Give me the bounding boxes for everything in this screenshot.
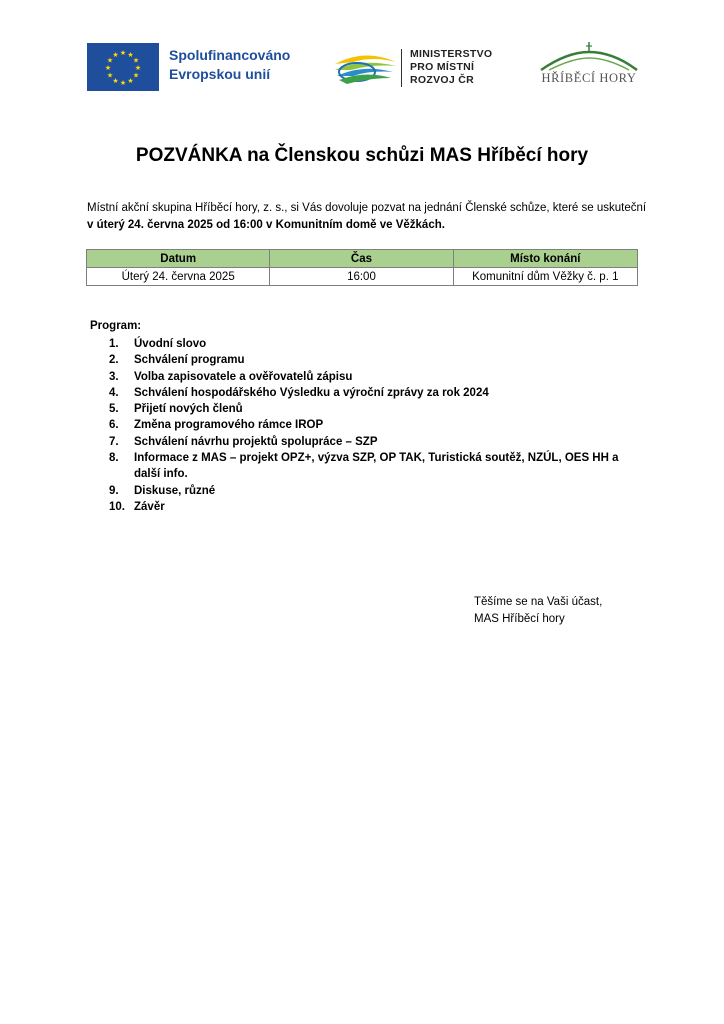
svg-text:★: ★: [106, 71, 114, 80]
list-item: [109, 401, 629, 417]
svg-text:★: ★: [132, 71, 140, 80]
svg-text:★: ★: [127, 77, 134, 85]
list-item: [109, 369, 629, 385]
ministry-divider: [401, 49, 402, 87]
svg-text:★: ★: [104, 64, 112, 72]
list-item-number: 6.: [109, 419, 119, 432]
list-item: [109, 499, 629, 515]
cell-venue: Komunitní dům Věžky č. p. 1: [453, 268, 637, 286]
mas-hills-logo-icon: [537, 40, 641, 74]
list-item-number: 10.: [109, 500, 125, 513]
ministry-text-line-1: MINISTERSTVO: [410, 48, 493, 60]
meeting-info-table: [86, 249, 638, 286]
svg-text:★: ★: [134, 64, 142, 72]
intro-paragraph: [87, 200, 647, 234]
cell-time: 16:00: [270, 268, 453, 286]
svg-text:★: ★: [127, 51, 134, 59]
ministry-logo-icon: [333, 50, 398, 86]
list-item-number: 8.: [109, 452, 119, 465]
cell-date: Úterý 24. června 2025: [87, 268, 270, 286]
closing-line-1: Těšíme se na Vaši účast,: [474, 596, 603, 608]
list-item-number: 2.: [109, 354, 119, 367]
list-item-text: Změna programového rámce IROP: [134, 419, 324, 432]
list-item-text: Schválení návrhu projektů spolupráce – SZP: [134, 435, 378, 448]
list-item-text: Diskuse, různé: [134, 484, 216, 497]
eu-text-line-2: Evropskou unií: [169, 66, 271, 82]
list-item-number: 3.: [109, 370, 119, 383]
svg-text:★: ★: [119, 49, 127, 57]
list-item-text: Přijetí nových členů: [134, 403, 243, 416]
list-item-number: 1.: [109, 338, 119, 350]
list-item-text: Schválení programu: [134, 354, 245, 367]
list-item-text: Schválení hospodářského Výsledku a výroční zprávy za rok 2024: [134, 386, 489, 399]
list-item: [109, 483, 629, 499]
mas-logo-text: HŘÍBĚCÍ HORY: [541, 71, 637, 85]
ministry-text-line-3: ROZVOJ ČR: [410, 74, 474, 86]
program-list: [109, 336, 629, 515]
table-header-row: [87, 250, 638, 268]
list-item: [109, 450, 629, 483]
list-item: [109, 385, 629, 401]
svg-text:★: ★: [112, 77, 119, 85]
list-item-text: Závěr: [134, 500, 165, 513]
svg-text:★: ★: [119, 79, 127, 87]
intro-bold-text: v úterý 24. června 2025 od 16:00 v Komunitním domě ve Věžkách.: [87, 219, 445, 231]
eu-text-line-1: Spolufinancováno: [169, 47, 291, 63]
header-time: Čas: [270, 250, 453, 268]
eu-cofinanced-text: [169, 46, 290, 84]
ministry-text: [410, 48, 492, 87]
header-date: Datum: [87, 250, 270, 268]
svg-text:★: ★: [112, 51, 119, 59]
table-row: [87, 268, 638, 286]
list-item-text: Volba zapisovatele a ověřovatelů zápisu: [134, 370, 353, 383]
list-item: [109, 352, 629, 368]
eu-flag-logo: [87, 43, 159, 91]
svg-text:★: ★: [106, 56, 114, 65]
closing-line-2: MAS Hříběcí hory: [474, 613, 565, 625]
closing-signature: [474, 594, 602, 628]
list-item-number: 7.: [109, 435, 119, 448]
page-title: POZVÁNKA na Členskou schůzi MAS Hříběcí hory: [135, 145, 589, 166]
list-item: [109, 417, 629, 433]
ministry-text-line-2: PRO MÍSTNÍ: [410, 61, 475, 73]
list-item-number: 5.: [109, 403, 119, 416]
list-item-text: Informace z MAS – projekt OPZ+, výzva SZP, OP TAK, Turistická soutěž, NZÚL, OES HH a další info.: [134, 452, 619, 481]
program-heading: Program:: [90, 320, 142, 332]
list-item: [109, 336, 629, 352]
header-venue: Místo konání: [453, 250, 637, 268]
intro-text: Místní akční skupina Hříběcí hory, z. s., si Vás dovoluje pozvat na jednání Členské schůze, které se uskuteční: [87, 202, 647, 214]
list-item-text: Úvodní slovo: [134, 338, 207, 350]
svg-text:★: ★: [132, 56, 140, 65]
list-item: [109, 434, 629, 450]
list-item-number: 4.: [109, 386, 119, 399]
list-item-number: 9.: [109, 484, 119, 497]
